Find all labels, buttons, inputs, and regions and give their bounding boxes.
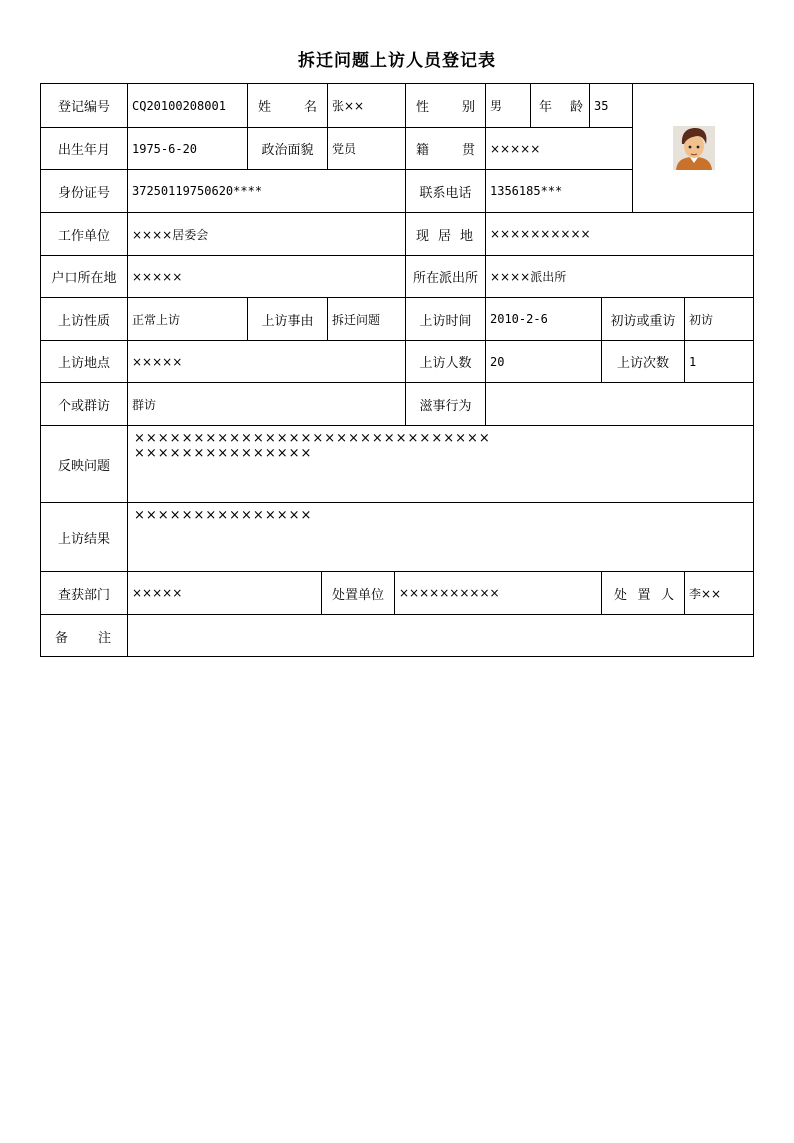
registration-table — [40, 83, 754, 657]
unit-label: 处置单位 — [321, 571, 394, 614]
handler-label — [601, 571, 684, 614]
note-label-char-1: 备 — [55, 630, 69, 646]
issue-line-1: ×××××××××××××××××××××××××××××× — [134, 431, 491, 446]
nature-label: 上访性质 — [40, 297, 127, 340]
name-label-char-1: 姓 — [258, 100, 272, 115]
result-value — [127, 502, 754, 571]
handler-label-char-3: 人 — [660, 587, 674, 603]
nature-value: 正常上访 — [127, 297, 247, 340]
trouble-label: 滋事行为 — [405, 382, 485, 425]
name-value: 张×× — [327, 83, 405, 127]
residence-label-char-1: 现 — [416, 228, 430, 244]
native-value: ××××× — [485, 127, 632, 169]
note-label — [40, 614, 127, 657]
birth-value: 1975-6-20 — [127, 127, 247, 169]
police-label: 所在派出所 — [405, 255, 485, 297]
place-label: 上访地点 — [40, 340, 127, 382]
place-value: ××××× — [127, 340, 405, 382]
id-value: 37250119750620**** — [127, 169, 405, 212]
people-label: 上访人数 — [405, 340, 485, 382]
police-value: ××××派出所 — [485, 255, 754, 297]
work-label: 工作单位 — [40, 212, 127, 255]
age-label — [530, 83, 589, 127]
gender-label-char-2: 别 — [461, 100, 475, 115]
age-value: 35 — [589, 83, 632, 127]
gender-label-char-1: 性 — [416, 100, 430, 115]
people-value: 20 — [485, 340, 601, 382]
result-line-1: ××××××××××××××× — [134, 508, 313, 523]
group-value: 群访 — [127, 382, 405, 425]
time-label: 上访时间 — [405, 297, 485, 340]
residence-label-char-3: 地 — [459, 228, 473, 244]
handler-label-char-1: 处 — [614, 587, 628, 603]
native-label-char-1: 籍 — [416, 143, 430, 158]
name-label — [247, 83, 327, 127]
gender-label — [405, 83, 485, 127]
first-visit-value: 初访 — [684, 297, 754, 340]
group-label: 个或群访 — [40, 382, 127, 425]
id-label: 身份证号 — [40, 169, 127, 212]
issue-value — [127, 425, 754, 502]
reg-no-label: 登记编号 — [40, 83, 127, 127]
native-label — [405, 127, 485, 169]
name-label-char-2: 名 — [303, 100, 317, 115]
time-value: 2010-2-6 — [485, 297, 601, 340]
note-label-char-2: 注 — [97, 630, 111, 646]
phone-value: 1356185*** — [485, 169, 632, 212]
reason-value: 拆迁问题 — [327, 297, 405, 340]
photo-cell — [632, 83, 754, 212]
political-value: 党员 — [327, 127, 405, 169]
issue-label: 反映问题 — [40, 425, 127, 502]
residence-label-char-2: 居 — [437, 228, 451, 244]
birth-label: 出生年月 — [40, 127, 127, 169]
times-label: 上访次数 — [601, 340, 684, 382]
reason-label: 上访事由 — [247, 297, 327, 340]
residence-value: ×××××××××× — [485, 212, 754, 255]
dept-label: 查获部门 — [40, 571, 127, 614]
times-value: 1 — [684, 340, 754, 382]
trouble-value — [485, 382, 754, 425]
residence-label — [405, 212, 485, 255]
form-title: 拆迁问题上访人员登记表 — [298, 51, 496, 71]
political-label: 政治面貌 — [247, 127, 327, 169]
gender-value: 男 — [485, 83, 530, 127]
issue-line-2: ××××××××××××××× — [134, 446, 313, 461]
result-label: 上访结果 — [40, 502, 127, 571]
work-value: ××××居委会 — [127, 212, 405, 255]
handler-value: 李×× — [684, 571, 754, 614]
phone-label: 联系电话 — [405, 169, 485, 212]
native-label-char-2: 贯 — [461, 143, 475, 158]
hukou-value: ××××× — [127, 255, 405, 297]
person-photo-icon — [673, 126, 715, 170]
handler-label-char-2: 置 — [637, 587, 651, 603]
age-label-char-1: 年 — [539, 100, 553, 115]
dept-value: ××××× — [127, 571, 321, 614]
age-label-char-2: 龄 — [569, 100, 583, 115]
unit-value: ×××××××××× — [394, 571, 601, 614]
first-visit-label: 初访或重访 — [601, 297, 684, 340]
hukou-label: 户口所在地 — [40, 255, 127, 297]
reg-no-value: CQ20100208001 — [127, 83, 247, 127]
note-value — [127, 614, 754, 657]
